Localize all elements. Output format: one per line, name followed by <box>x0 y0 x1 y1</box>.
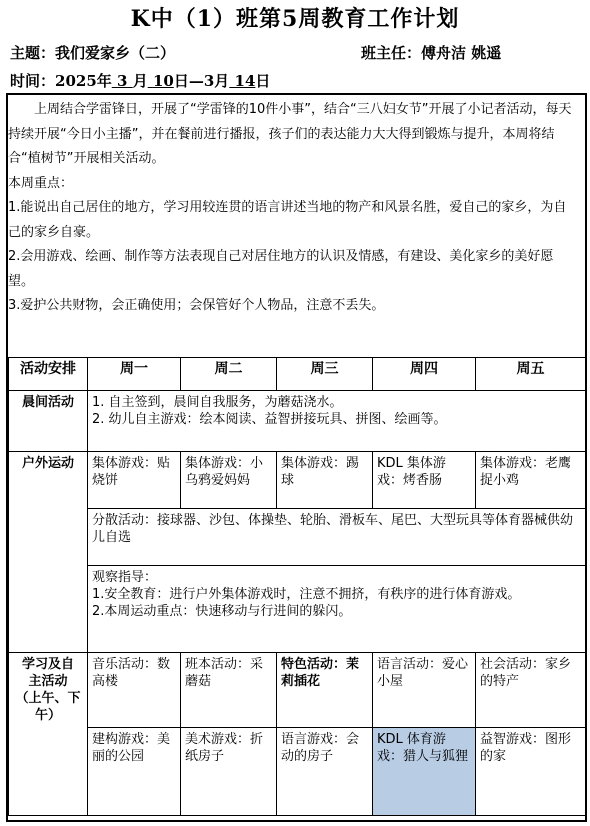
time-year-suffix: 年 <box>96 72 112 90</box>
outdoor-game-wed: 集体游戏：踢球 <box>277 452 373 509</box>
learning-mon-2: 建构游戏：美丽的公园 <box>88 728 181 816</box>
day-tue: 周二 <box>181 358 277 391</box>
learning-label-line-2: 主活动 <box>28 674 68 689</box>
intro-section <box>8 98 578 319</box>
learning-tue-2: 美术游戏：折纸房子 <box>181 728 277 816</box>
focus-point-1: 1.能说出自己居住的地方，学习用较连贯的语言讲述当地的物产和风景名胜，爱自己的家乡，为自己的家乡自豪。 <box>8 200 567 240</box>
morning-label: 晨间活动 <box>9 391 88 452</box>
learning-wed-2: 语言游戏：会动的房子 <box>277 728 373 816</box>
learning-row-2 <box>9 728 586 816</box>
morning-content <box>88 391 586 452</box>
morning-line-1: 1. 自主签到，晨间自我服务，为蘑菇浇水。 <box>92 395 343 410</box>
morning-row <box>9 391 586 452</box>
morning-line-2: 2. 幼儿自主游戏：绘本阅读、益智拼接玩具、拼图、绘画等。 <box>92 412 447 427</box>
outdoor-scattered-row <box>9 509 586 566</box>
time-label: 时间： <box>10 72 56 90</box>
learning-thu-2: KDL 体育游戏：猎人与狐狸 <box>373 728 476 816</box>
theme-label: 主题： <box>10 44 56 62</box>
start-day-value: 10 <box>152 72 174 90</box>
learning-mon-1: 音乐活动：数高楼 <box>88 653 181 728</box>
time-line <box>10 70 270 91</box>
time-day-suffix: 日 <box>255 72 271 90</box>
learning-fri-2: 益智游戏：图形的家 <box>476 728 586 816</box>
time-start-month <box>112 72 133 90</box>
learning-label-line-1: 学习及自 <box>21 657 74 672</box>
observe-heading: 观察指导： <box>92 570 158 585</box>
learning-label-line-4: 午） <box>34 708 61 723</box>
time-end-day <box>229 72 255 90</box>
learning-wed-1: 特色活动：茉莉插花 <box>277 653 373 728</box>
outdoor-label: 户外运动 <box>9 452 88 653</box>
page-title: K中（1）班第5周教育工作计划 <box>130 6 460 32</box>
end-day-value: 14 <box>234 72 256 90</box>
table-header-row <box>9 358 586 391</box>
day-wed: 周三 <box>277 358 373 391</box>
learning-tue-1: 班本活动：采蘑菇 <box>181 653 277 728</box>
day-thu: 周四 <box>373 358 476 391</box>
schedule-table <box>8 357 586 816</box>
day-mon: 周一 <box>88 358 181 391</box>
learning-fri-1: 社会活动：家乡的特产 <box>476 653 586 728</box>
teacher-label: 班主任： <box>361 44 422 62</box>
learning-thu-1: 语言活动：爱心小屋 <box>373 653 476 728</box>
intro-paragraph: 上周结合学雷锋日，开展了“学雷锋的10件小事”，结合“三八妇女节”开展了小记者活动，每天持续开展“今日小主播”，并在餐前进行播报，孩子们的表达能力大大得到锻炼与提升，本周将结合“植树节”开展相关活动。 <box>8 102 572 166</box>
outdoor-game-mon: 集体游戏：贴烧饼 <box>88 452 181 509</box>
outdoor-group-row <box>9 452 586 509</box>
outdoor-game-thu: KDL 集体游戏：烤香肠 <box>373 452 476 509</box>
start-month-value: 3 <box>117 72 128 90</box>
time-month-suffix-1: 月 <box>132 72 148 90</box>
observe-line-2: 2.本周运动重点：快速移动与行进间的躲闪。 <box>92 604 352 619</box>
focus-heading: 本周重点： <box>8 175 74 191</box>
focus-point-2: 2.会用游戏、绘画、制作等方法表现自己对居住地方的认识及情感，有建设、美化家乡的美好愿望。 <box>8 249 554 289</box>
focus-point-3: 3.爱护公共财物，会正确使用；会保管好个人物品，注意不丢失。 <box>8 298 385 313</box>
outdoor-observe-row <box>9 566 586 653</box>
time-year: 2025 <box>55 72 97 90</box>
teacher-line <box>361 42 501 63</box>
outdoor-observe <box>88 566 586 653</box>
time-end-month: 3 <box>203 72 215 90</box>
learning-row-1 <box>9 653 586 728</box>
outdoor-scattered: 分散活动：接球器、沙包、体操垫、轮胎、滑板车、尾巴、大型玩具等体育器械供幼儿自选 <box>88 509 586 566</box>
time-start-day <box>148 72 174 90</box>
observe-line-1: 1.安全教育：进行户外集体游戏时，注意不拥挤，有秩序的进行体育游戏。 <box>92 587 521 602</box>
corner-cell: 活动安排 <box>9 358 88 391</box>
time-month-suffix-2: 月 <box>214 72 230 90</box>
teacher-value: 傅舟洁 姚遥 <box>421 44 502 62</box>
outdoor-game-fri: 集体游戏：老鹰捉小鸡 <box>476 452 586 509</box>
theme-value: 我们爱家乡（二） <box>55 44 176 62</box>
outdoor-game-tue: 集体游戏：小乌鸦爱妈妈 <box>181 452 277 509</box>
day-fri: 周五 <box>476 358 586 391</box>
theme-line <box>10 42 175 63</box>
time-sep: 日— <box>173 72 204 90</box>
learning-label <box>9 653 88 816</box>
learning-label-line-3: （上午、下 <box>15 691 81 706</box>
